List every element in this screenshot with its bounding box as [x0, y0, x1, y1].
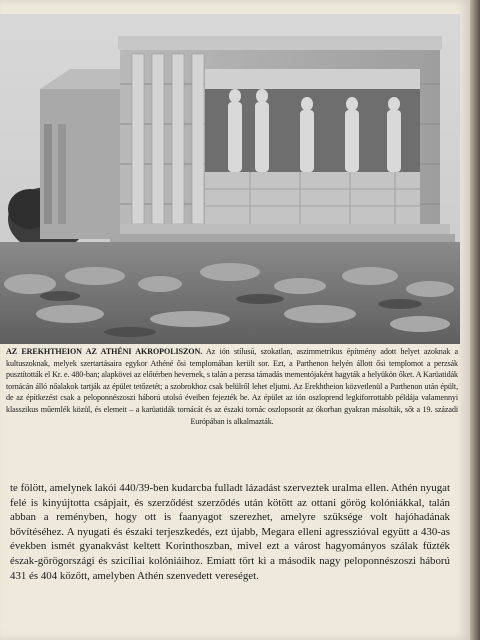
photo-caption	[6, 346, 458, 427]
body-paragraph: te fölött, amelynek lakói 440/39-ben kudarcba fulladt lázadást szerveztek uralma ellen. Athén nyugat felé is kinyújtotta csápjait, és szerződést szerződés után kötött az ottani görög kolóniákkal, talán abban a reményben, hogy ott is faanyagot szerezhet, amelyre szüksége volt hajóhadának bővítéséhez. A nyugati és északi terjeszkedés, ezt újabb, Megara elleni agresszióval együtt a 430-as években ismét gyanakvást keltett Korinthoszban, mivel ezt a várost hagyományos szálak fűzték észak-görögországi és szicíliai kolóniáihoz. Emiatt tört ki a második nagy peloponnészoszi háború 431 és 404 között, amelyben Athén szenvedett vereséget.	[10, 482, 450, 582]
erechtheion-photo-image	[0, 14, 460, 344]
caption-text: Az ión stílusú, szokatlan, aszimmetrikus építmény adott helyet azoknak a kultuszoknak, melyek szertartásaira egykor Athéné ősi templomában került sor. Ezt, a Parthenon helyén állott ősi templomot a perzsák pusztították el Kr. e. 480-ban; alapkövei az előtérben hevernek, s talán a perzsa támadás mementójaként hagyták a helyükön őket. A Karüatidák tornácán álló nőalakok tartják az épület tetőzetét; a szobrokhoz csak belülről lehet eljutni. Az Erekhtheion közvetlenül a Parthenon után épült, de az építkezést csak a peloponnészoszi háború utolsó éveiben fejezték be. Az épület az ión oszloprend legkiforrottabb példája valamennyi klasszikus műemlék közül, és elemeit – a karüatidák tornácát és az északi tornác oszlopsorát az ókorban gyakran másolták, sőt a 19. századi Európában is alkalmazták.	[6, 347, 458, 426]
erechtheion-photo	[0, 14, 460, 344]
caption-title: AZ EREKHTHEION AZ ATHÉNI AKROPOLISZON.	[6, 347, 203, 356]
book-spine-shadow	[470, 0, 480, 640]
